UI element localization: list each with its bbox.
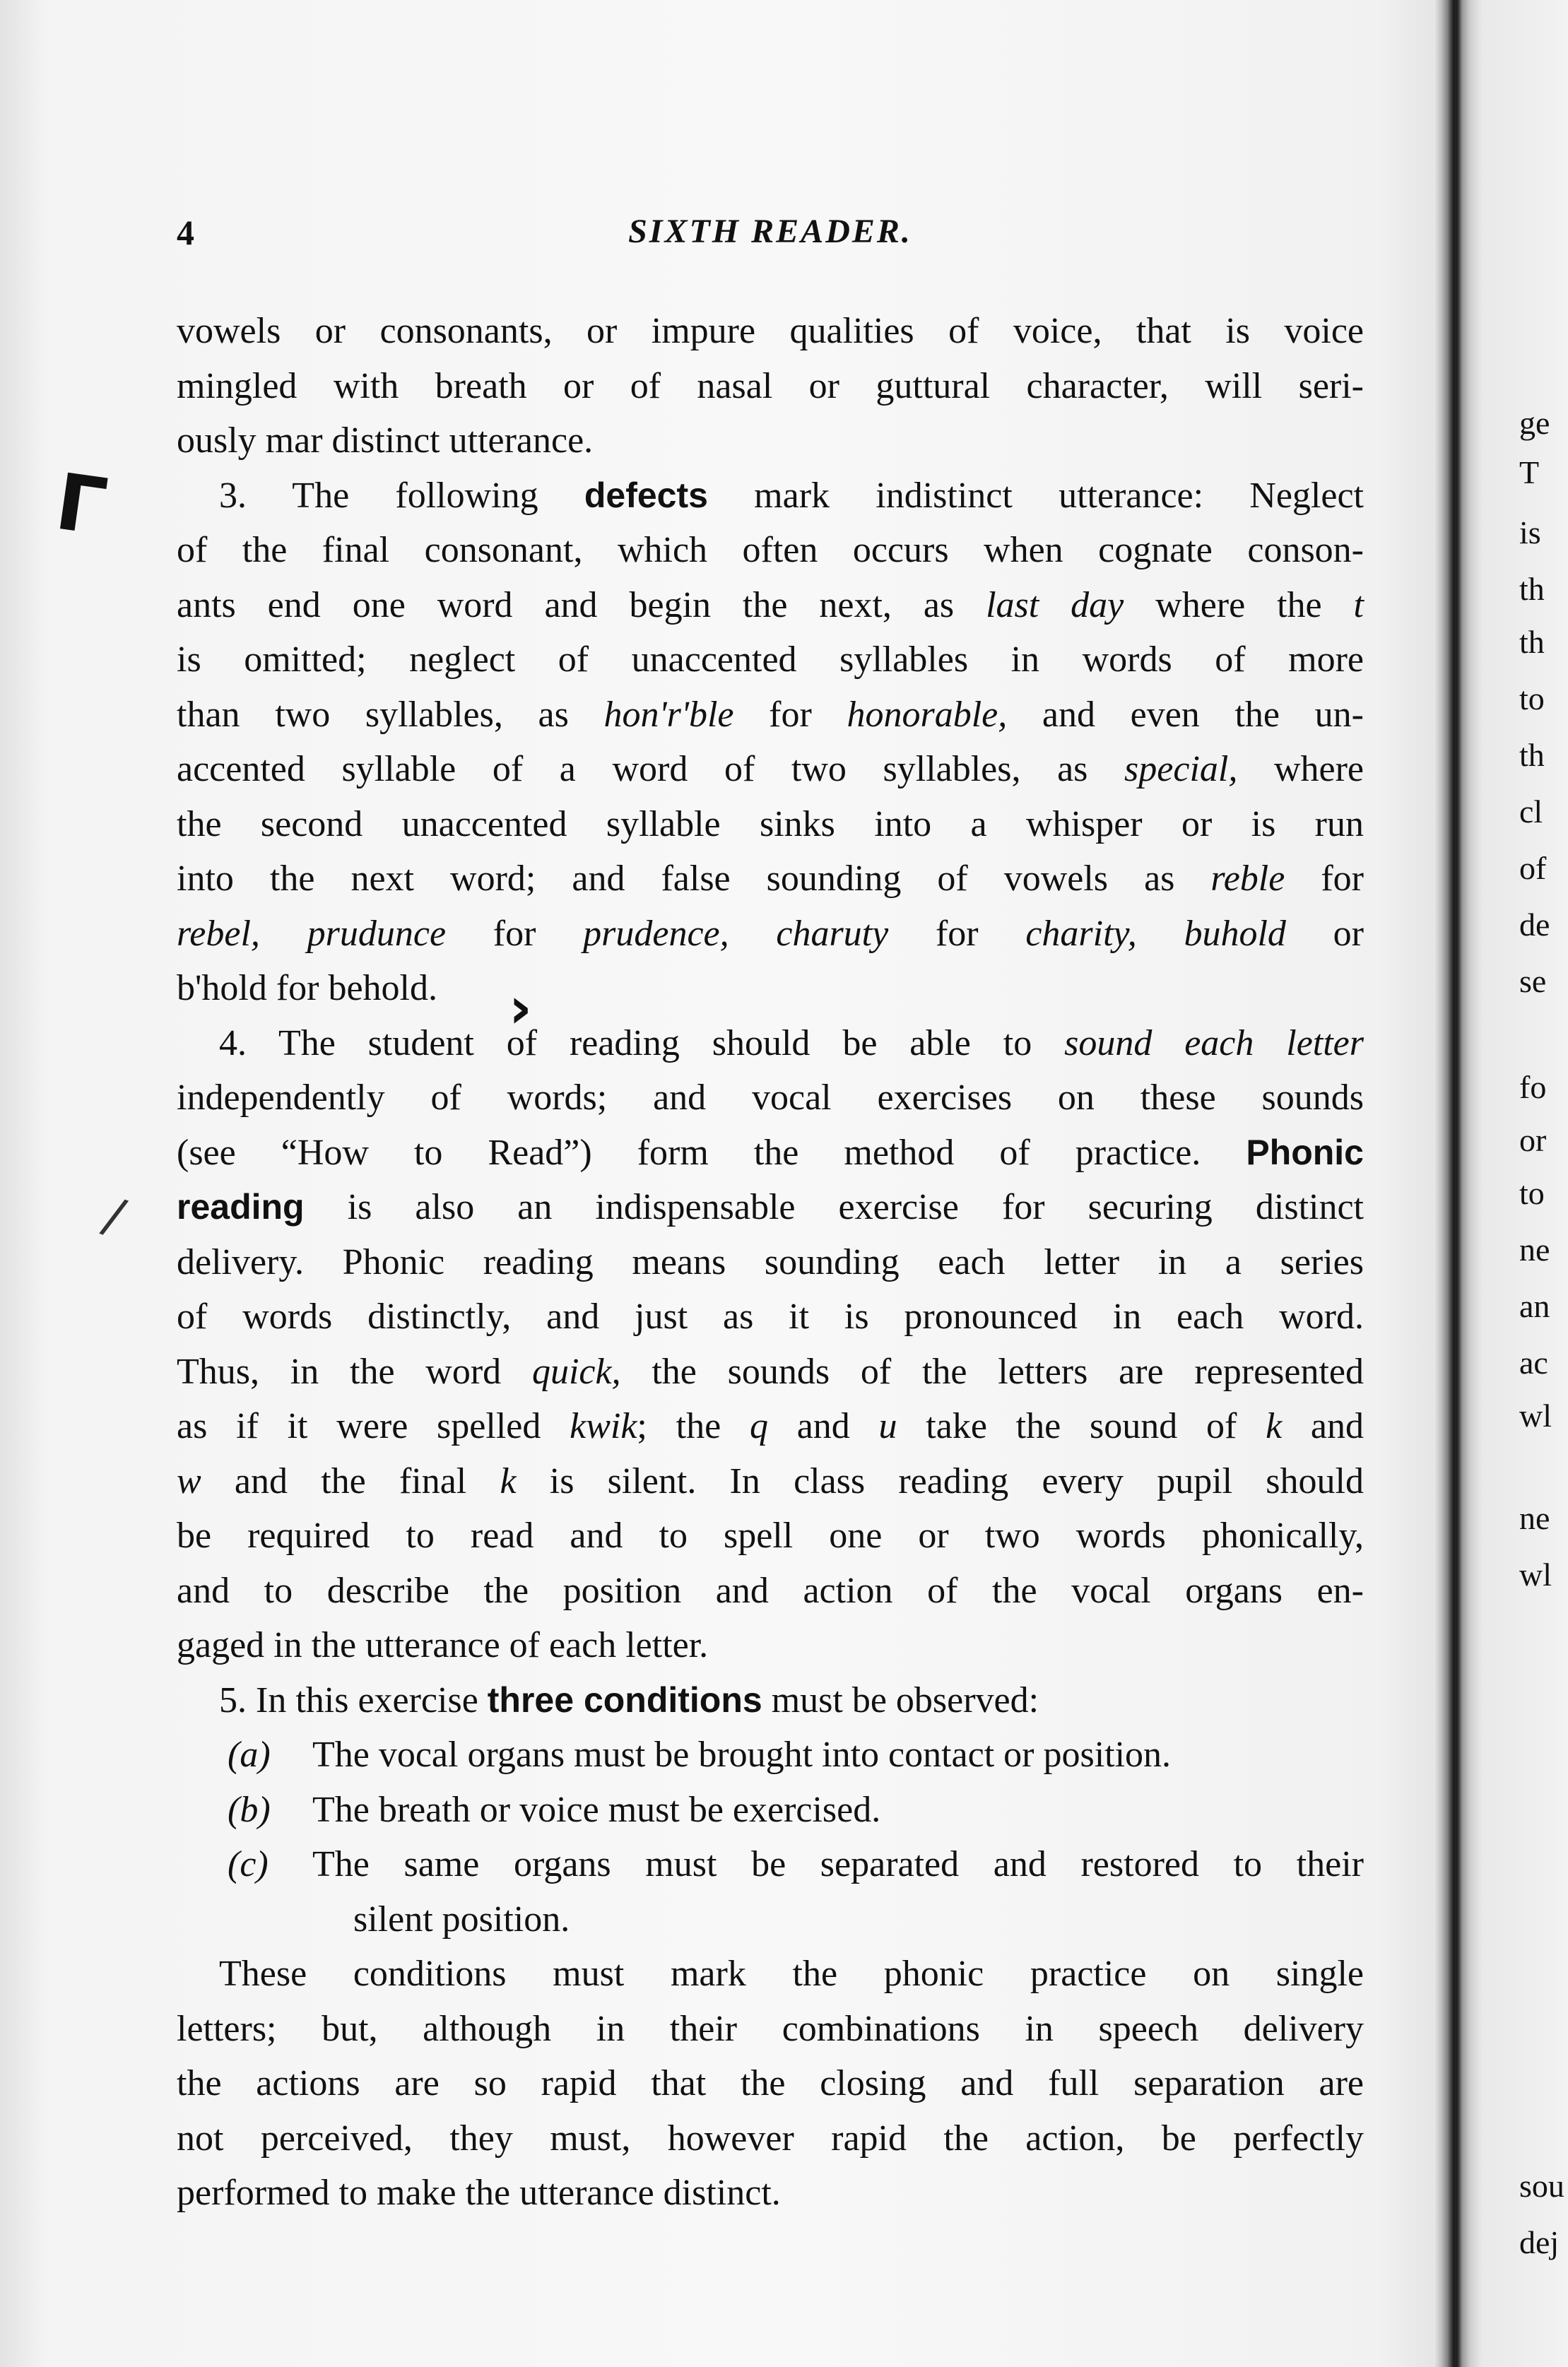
paragraph-3-line: 3. The following defects mark indistinct utterance: Neglect [219,475,1364,516]
condition-item-b: (b) The breath or voice must be exercised. [228,1789,881,1830]
paragraph-3-line: the second unaccented syllable sinks into a whisper or is run [177,803,1364,844]
paragraph-6-line: performed to make the utterance distinct. [177,2173,781,2213]
paragraph-3-line: of the final consonant, which often occurs when cognate conson- [177,530,1364,570]
paragraph-6-line: letters; but, although in their combinations in speech delivery [177,2008,1364,2049]
facing-page-fragment: ac [1519,1345,1548,1381]
paragraph-3-line: than two syllables, as hon'r'ble for honorable, and even the un- [177,694,1364,735]
emphasis-phonic: Phonic [1246,1132,1364,1172]
page-header [177,212,1364,276]
condition-item-a: (a) The vocal organs must be brought into contact or position. [228,1735,1172,1775]
facing-page-fragment: is [1519,514,1541,550]
emphasis-defects: defects [584,475,708,515]
facing-page-fragment: se [1519,963,1547,999]
facing-page-fragment: ne [1519,1232,1550,1268]
paragraph-4-line: reading is also an indispensable exercise for securing distinct [177,1187,1364,1227]
paragraph-4-line: 4. The student of reading should be able to sound each letter [219,1022,1364,1063]
facing-page-fragment: fo [1519,1069,1547,1105]
facing-page-fragment: wl [1519,1398,1552,1434]
paragraph-4-line: (see “How to Read”) form the method of practice. Phonic [177,1132,1364,1173]
margin-tick-mark: / [96,1186,132,1246]
paragraph-5-line: 5. In this exercise three conditions must be observed: [219,1680,1039,1720]
facing-page-fragment: of [1519,850,1547,886]
paragraph-4-line: be required to read and to spell one or two words phonically, [177,1516,1364,1556]
text-line: mingled with breath or of nasal or guttural character, will seri- [177,365,1364,406]
paragraph-6-line: the actions are so rapid that the closing and full separation are [177,2063,1364,2103]
book-gutter-shadow [1442,0,1470,2367]
facing-page-fragment: th [1519,737,1545,773]
facing-page-fragment: ge [1519,405,1550,441]
facing-page-fragment: ne [1519,1500,1550,1536]
facing-page-fragment: th [1519,624,1545,660]
facing-page-fragment: cl [1519,793,1543,830]
facing-page-fragment: to [1519,1175,1545,1211]
margin-arrow-mark: › [509,975,532,1041]
paragraph-4-line: and to describe the position and action of the vocal organs en- [177,1570,1364,1611]
condition-item-c-continued: silent position. [353,1899,570,1940]
paragraph-3-line: rebel, prudunce for prudence, charuty for charity, buhold or [177,913,1364,954]
paragraph-3-line: into the next word; and false sounding of vowels as reble for [177,858,1364,899]
paragraph-6-line: not perceived, they must, however rapid the action, be perfectly [177,2118,1364,2159]
paragraph-4-line: independently of words; and vocal exercises on these sounds [177,1078,1364,1118]
text-line: ously mar distinct utterance. [177,420,594,461]
paragraph-4-line: gaged in the utterance of each letter. [177,1625,709,1665]
paragraph-4-line: delivery. Phonic reading means sounding each letter in a series [177,1241,1364,1282]
paragraph-3-line: accented syllable of a word of two syllables, as special, where [177,749,1364,789]
facing-page-fragment: dej [1519,2224,1560,2260]
margin-bracket-mark: Γ [50,456,112,553]
paragraph-3-line: ants end one word and begin the next, as last day where the t [177,584,1364,625]
page-number: 4 [177,213,194,252]
facing-page-fragment: or [1519,1122,1547,1158]
paragraph-3-line: is omitted; neglect of unaccented syllables in words of more [177,639,1364,680]
emphasis-reading: reading [177,1187,305,1227]
condition-item-c: (c) The same organs must be separated and restored to their [228,1844,1364,1884]
facing-page-edge [1519,0,1568,2367]
paragraph-4-line: of words distinctly, and just as it is pronounced in each word. [177,1297,1364,1337]
paragraph-4-line: w and the final k is silent. In class reading every pupil should [177,1460,1364,1501]
body-text [177,304,1364,2221]
facing-page-fragment: an [1519,1288,1550,1324]
facing-page-fragment: wl [1519,1557,1552,1593]
paragraph-4-line: Thus, in the word quick, the sounds of the letters are represented [177,1351,1364,1392]
facing-page-fragment: T [1519,454,1540,490]
text-line: vowels or consonants, or impure qualities of voice, that is voice [177,311,1364,351]
paragraph-3-line: b'hold for behold. [177,968,437,1008]
facing-page-fragment: to [1519,680,1545,716]
facing-page-fragment: th [1519,571,1545,607]
facing-page-fragment: de [1519,907,1550,943]
facing-page-fragment: sou [1519,2168,1564,2204]
running-title: SIXTH READER. [628,213,912,250]
emphasis-three-conditions: three conditions [487,1680,762,1720]
paragraph-6-line: These conditions must mark the phonic practice on single [219,1954,1364,1994]
paragraph-4-line: as if it were spelled kwik; the q and u take the sound of k and [177,1406,1364,1446]
